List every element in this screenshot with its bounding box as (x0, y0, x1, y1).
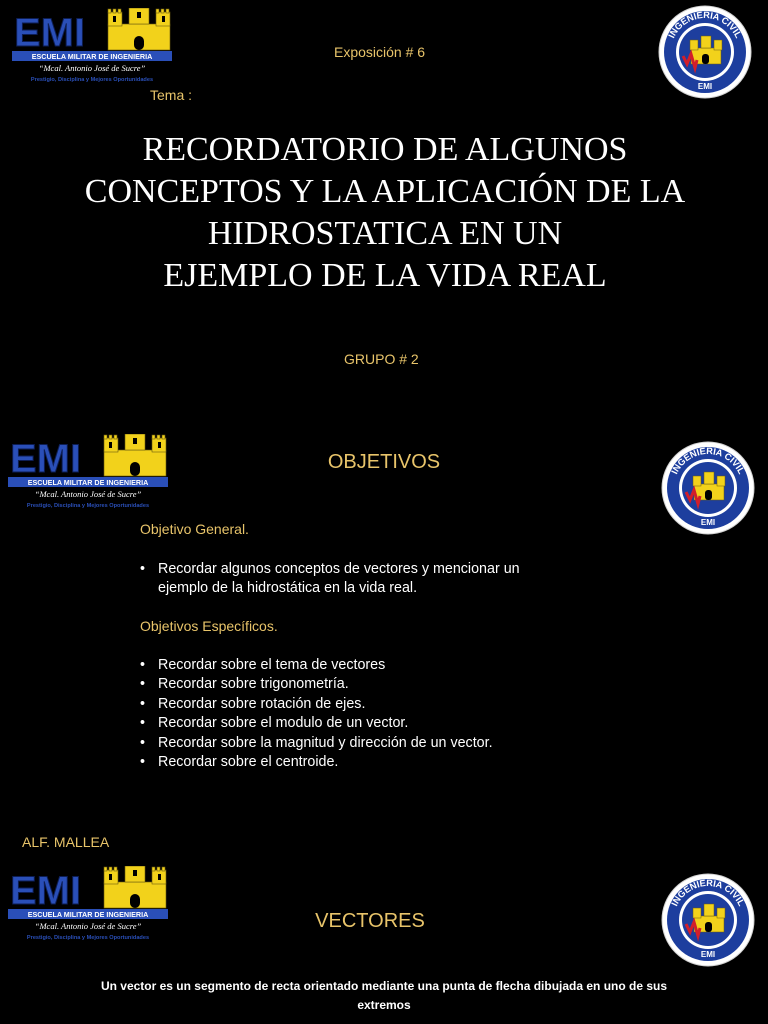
logo-school: ESCUELA MILITAR DE INGENIERIA (27, 478, 149, 487)
objetivos-especificos-label: Objetivos Específicos. (140, 618, 278, 634)
definition-line: Un vector es un segmento de recta orientado mediante una punta de flecha dibujada en uno de sus (100, 979, 668, 993)
list-item-text: ejemplo de la hidrostática en la vida real. (158, 580, 418, 597)
author-label: ALF. MALLEA (22, 834, 110, 850)
emi-logo (12, 8, 178, 86)
ingenieria-civil-seal (657, 4, 753, 100)
exposicion-label: Exposición # 6 (334, 44, 426, 60)
list-item: • Recordar sobre trigonometría. (140, 675, 640, 694)
logo-motto: “Mcal. Antonio José de Sucre” (34, 921, 142, 931)
logo-tagline: Prestigio, Disciplina y Mejores Oportunidades (30, 77, 154, 83)
title-line: HIDROSTATICA EN UN (207, 215, 563, 252)
logo-motto: “Mcal. Antonio José de Sucre” (34, 489, 142, 499)
grupo-label: GRUPO # 2 (344, 351, 419, 367)
seal-ring-text: INGENIERIA CIVIL (669, 877, 747, 908)
seal-ring-text: INGENIERIA CIVIL (669, 445, 747, 476)
logo-school: ESCUELA MILITAR DE INGENIERIA (31, 52, 153, 61)
vectores-heading: VECTORES (315, 910, 425, 932)
general-objectives-list (140, 560, 600, 599)
objetivos-heading: OBJETIVOS (327, 451, 441, 473)
seal-bottom-text: EMI (697, 82, 713, 91)
list-item-text: Recordar algunos conceptos de vectores y mencionar un (158, 561, 520, 577)
seal-ring-text: INGENIERIA CIVIL (666, 9, 744, 40)
presentation-title (40, 129, 730, 297)
logo-school: ESCUELA MILITAR DE INGENIERIA (27, 910, 149, 919)
list-item: • Recordar sobre la magnitud y dirección de un vector. (140, 734, 640, 753)
tema-label: Tema : (150, 87, 193, 103)
list-item: • Recordar sobre el centroide. (140, 753, 640, 772)
ingenieria-civil-seal (660, 872, 756, 968)
objetivo-general-label: Objetivo General. (140, 521, 249, 537)
logo-motto: “Mcal. Antonio José de Sucre” (38, 63, 146, 73)
list-item: • Recordar sobre el modulo de un vector. (140, 714, 640, 733)
emi-logo (8, 434, 174, 512)
ingenieria-civil-seal (660, 440, 756, 536)
title-line: EJEMPLO DE LA VIDA REAL (163, 257, 607, 294)
specific-objectives-list (140, 656, 640, 772)
title-line: RECORDATORIO DE ALGUNOS (142, 131, 628, 168)
logo-tagline: Prestigio, Disciplina y Mejores Oportunidades (26, 503, 150, 509)
list-item: • Recordar sobre el tema de vectores (140, 656, 640, 675)
list-item (140, 560, 600, 599)
title-line: CONCEPTOS Y LA APLICACIÓN DE LA (84, 173, 686, 210)
seal-bottom-text: EMI (700, 950, 716, 959)
emi-logo (8, 866, 174, 944)
list-item: • Recordar sobre rotación de ejes. (140, 695, 640, 714)
seal-bottom-text: EMI (700, 518, 716, 527)
logo-tagline: Prestigio, Disciplina y Mejores Oportunidades (26, 935, 150, 941)
vector-definition (40, 977, 728, 1015)
definition-line: extremos (357, 998, 411, 1012)
